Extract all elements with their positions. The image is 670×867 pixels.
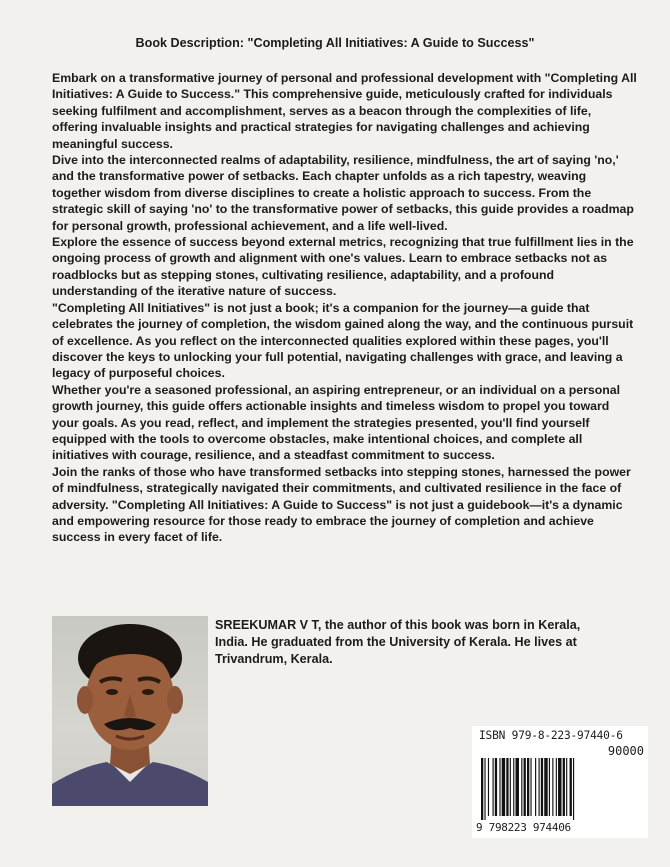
barcode-bar — [524, 758, 526, 816]
description-paragraph: Whether you're a seasoned professional, an aspiring entrepreneur, or an individual on a personal growth journey, this guide offers actionable insights and timeless wisdom to propel you toward your goals. As you read, reflect, and implement the strategies presented, you'll find yourself equipped with the tools to overcome obstacles, make intentional choices, and complete all initiatives with courage, resilience, and a steadfast commitment to success. — [52, 382, 621, 463]
barcode-number: 9 798223 974406 — [476, 821, 571, 834]
barcode-bar — [484, 758, 485, 820]
barcode-bar — [558, 758, 561, 816]
barcode-bar — [502, 758, 505, 816]
barcode-bar — [488, 758, 489, 816]
barcode-bar — [544, 758, 547, 816]
barcode-bar — [513, 758, 514, 816]
barcode-bar — [527, 758, 529, 816]
description-paragraph: Dive into the interconnected realms of adaptability, resilience, mindfulness, the art of saying 'no,' and the transformative power of setbacks. Each chapter unfolds as a rich tapestry, weaving together wisdom from diverse disciplines to create a holistic approach to success. From the strategic skill of saying 'no' to the transformative power of setbacks, this guide provides a roadmap for personal growth, professional achievement, and a life well-lived. — [52, 153, 634, 233]
barcode-bar — [539, 758, 540, 816]
description-paragraph: Join the ranks of those who have transformed setbacks into stepping stones, harnessed the power of mindfulness, strategically navigated their commitments, and cultivated resilience in the face of adversity. "Completing All Initiatives: A Guide to Success" is not just a guidebook—it's a dynamic and empowering resource for those ready to embrace the journey of completion and achieve success in every facet of life. — [52, 464, 631, 545]
barcode-bar — [556, 758, 557, 816]
barcode-bar — [510, 758, 511, 816]
barcode-bar — [570, 758, 572, 816]
barcode-bar — [549, 758, 550, 816]
author-bio: SREEKUMAR V T, the author of this book was born in Kerala, India. He graduated from the University of Kerala. He lives at Trivandrum, Kerala. — [215, 618, 581, 666]
barcode-bar — [541, 758, 543, 816]
barcode-bar — [573, 758, 574, 820]
isbn-label: ISBN 979-8-223-97440-6 — [479, 729, 623, 742]
barcode-bar — [493, 758, 494, 816]
author-portrait-image — [52, 616, 208, 806]
barcode-bar — [552, 758, 553, 816]
book-description-title: Book Description: "Completing All Initiatives: A Guide to Success" — [135, 36, 535, 50]
barcode-bar — [530, 758, 531, 816]
price-code: 90000 — [607, 744, 644, 758]
barcode-bar — [535, 758, 536, 816]
isbn-barcode-box — [472, 726, 648, 838]
barcode-bar — [566, 758, 567, 816]
barcode-bar — [563, 758, 565, 816]
description-paragraph: Embark on a transformative journey of personal and professional development with "Completing All Initiatives: A Guide to Success." This comprehensive guide, meticulously crafted for individuals seeking fulfilment and accomplishment, serves as a beacon through the complexities of life, offering invaluable insights and practical strategies for navigating challenges and achieving meaningful success. — [52, 71, 637, 151]
description-paragraph: "Completing All Initiatives" is not just a book; it's a companion for the journey—a guide that celebrates the journey of completion, the wisdom gained along the way, and the continuous pursuit of excellence. As you reflect on the interconnected qualities explored within these pages, you'll discover the keys to unlocking your full potential, navigating challenges with grace, and leaving a legacy of purposeful choices. — [52, 300, 634, 381]
barcode-image — [481, 758, 641, 820]
book-description — [52, 70, 637, 546]
barcode-bar — [495, 758, 497, 816]
barcode-bar — [516, 758, 519, 816]
barcode-bar — [499, 758, 500, 816]
barcode-bar — [506, 758, 508, 816]
barcode-bar — [521, 758, 522, 816]
barcode-bar — [481, 758, 483, 820]
author-photo — [52, 616, 208, 806]
description-paragraph: Explore the essence of success beyond external metrics, recognizing that true fulfillment lies in the ongoing process of growth and alignment with one's values. Learn to embrace setbacks not as roadblocks but as stepping stones, cultivating resilience, adaptability, and a profound understanding of the iterative nature of success. — [52, 235, 634, 299]
